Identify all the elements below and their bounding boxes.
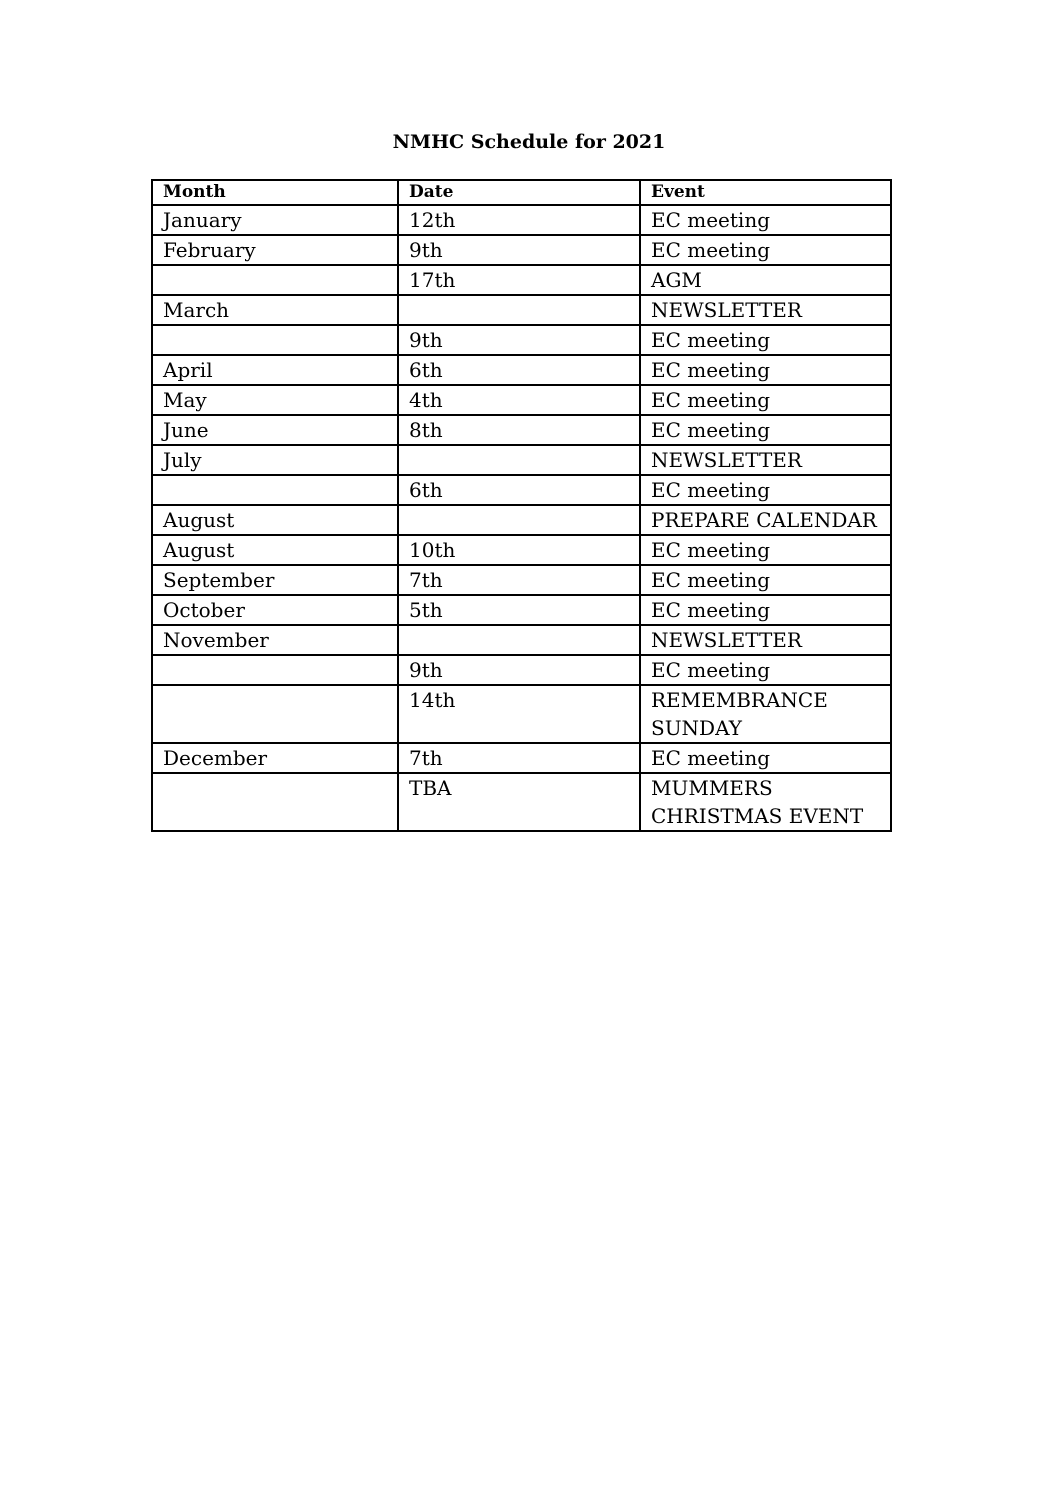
event-cell: EC meeting [640,655,891,685]
table-row [152,743,891,773]
event-cell: EC meeting [640,565,891,595]
month-cell: June [152,415,398,445]
table-row [152,205,891,235]
header-row [152,180,891,205]
table-row [152,265,891,295]
date-cell: 7th [398,565,640,595]
date-cell: 8th [398,415,640,445]
event-cell: EC meeting [640,535,891,565]
table-row [152,325,891,355]
date-cell: 6th [398,475,640,505]
date-cell [398,295,640,325]
table-row [152,385,891,415]
date-cell: 14th [398,685,640,743]
date-cell: 12th [398,205,640,235]
table-row [152,595,891,625]
month-cell: July [152,445,398,475]
table-row [152,415,891,445]
date-cell: TBA [398,773,640,831]
event-cell: EC meeting [640,355,891,385]
month-cell: December [152,743,398,773]
event-cell: EC meeting [640,205,891,235]
event-cell: PREPARE CALENDAR [640,505,891,535]
date-cell: 17th [398,265,640,295]
month-cell: March [152,295,398,325]
date-cell: 4th [398,385,640,415]
table-row [152,475,891,505]
month-cell: November [152,625,398,655]
month-cell: September [152,565,398,595]
date-cell [398,625,640,655]
date-cell: 9th [398,235,640,265]
month-cell [152,655,398,685]
column-header-date: Date [398,180,640,205]
column-header-month: Month [152,180,398,205]
month-cell: April [152,355,398,385]
event-cell: EC meeting [640,475,891,505]
event-cell: EC meeting [640,385,891,415]
table-row [152,565,891,595]
event-cell: EC meeting [640,595,891,625]
date-cell [398,505,640,535]
event-cell: NEWSLETTER [640,625,891,655]
table-row [152,685,891,743]
month-cell [152,685,398,743]
month-cell: August [152,535,398,565]
event-cell: EC meeting [640,415,891,445]
event-cell: EC meeting [640,325,891,355]
event-cell: AGM [640,265,891,295]
event-cell: REMEMBRANCE SUNDAY [640,685,891,743]
month-cell [152,325,398,355]
event-cell: EC meeting [640,743,891,773]
month-cell [152,265,398,295]
schedule-table [151,179,892,832]
event-cell: MUMMERS CHRISTMAS EVENT [640,773,891,831]
table-row [152,505,891,535]
column-header-event: Event [640,180,891,205]
month-cell [152,475,398,505]
month-cell [152,773,398,831]
date-cell: 6th [398,355,640,385]
table-row [152,535,891,565]
date-cell: 10th [398,535,640,565]
page-title: NMHC Schedule for 2021 [392,131,666,153]
date-cell: 9th [398,655,640,685]
month-cell: October [152,595,398,625]
month-cell: August [152,505,398,535]
table-row [152,355,891,385]
date-cell: 7th [398,743,640,773]
date-cell: 5th [398,595,640,625]
event-cell: EC meeting [640,235,891,265]
event-cell: NEWSLETTER [640,445,891,475]
table-row [152,625,891,655]
month-cell: January [152,205,398,235]
table-row [152,773,891,831]
event-cell: NEWSLETTER [640,295,891,325]
table-row [152,445,891,475]
month-cell: May [152,385,398,415]
table-row [152,655,891,685]
table-row [152,295,891,325]
date-cell [398,445,640,475]
table-row [152,235,891,265]
month-cell: February [152,235,398,265]
date-cell: 9th [398,325,640,355]
